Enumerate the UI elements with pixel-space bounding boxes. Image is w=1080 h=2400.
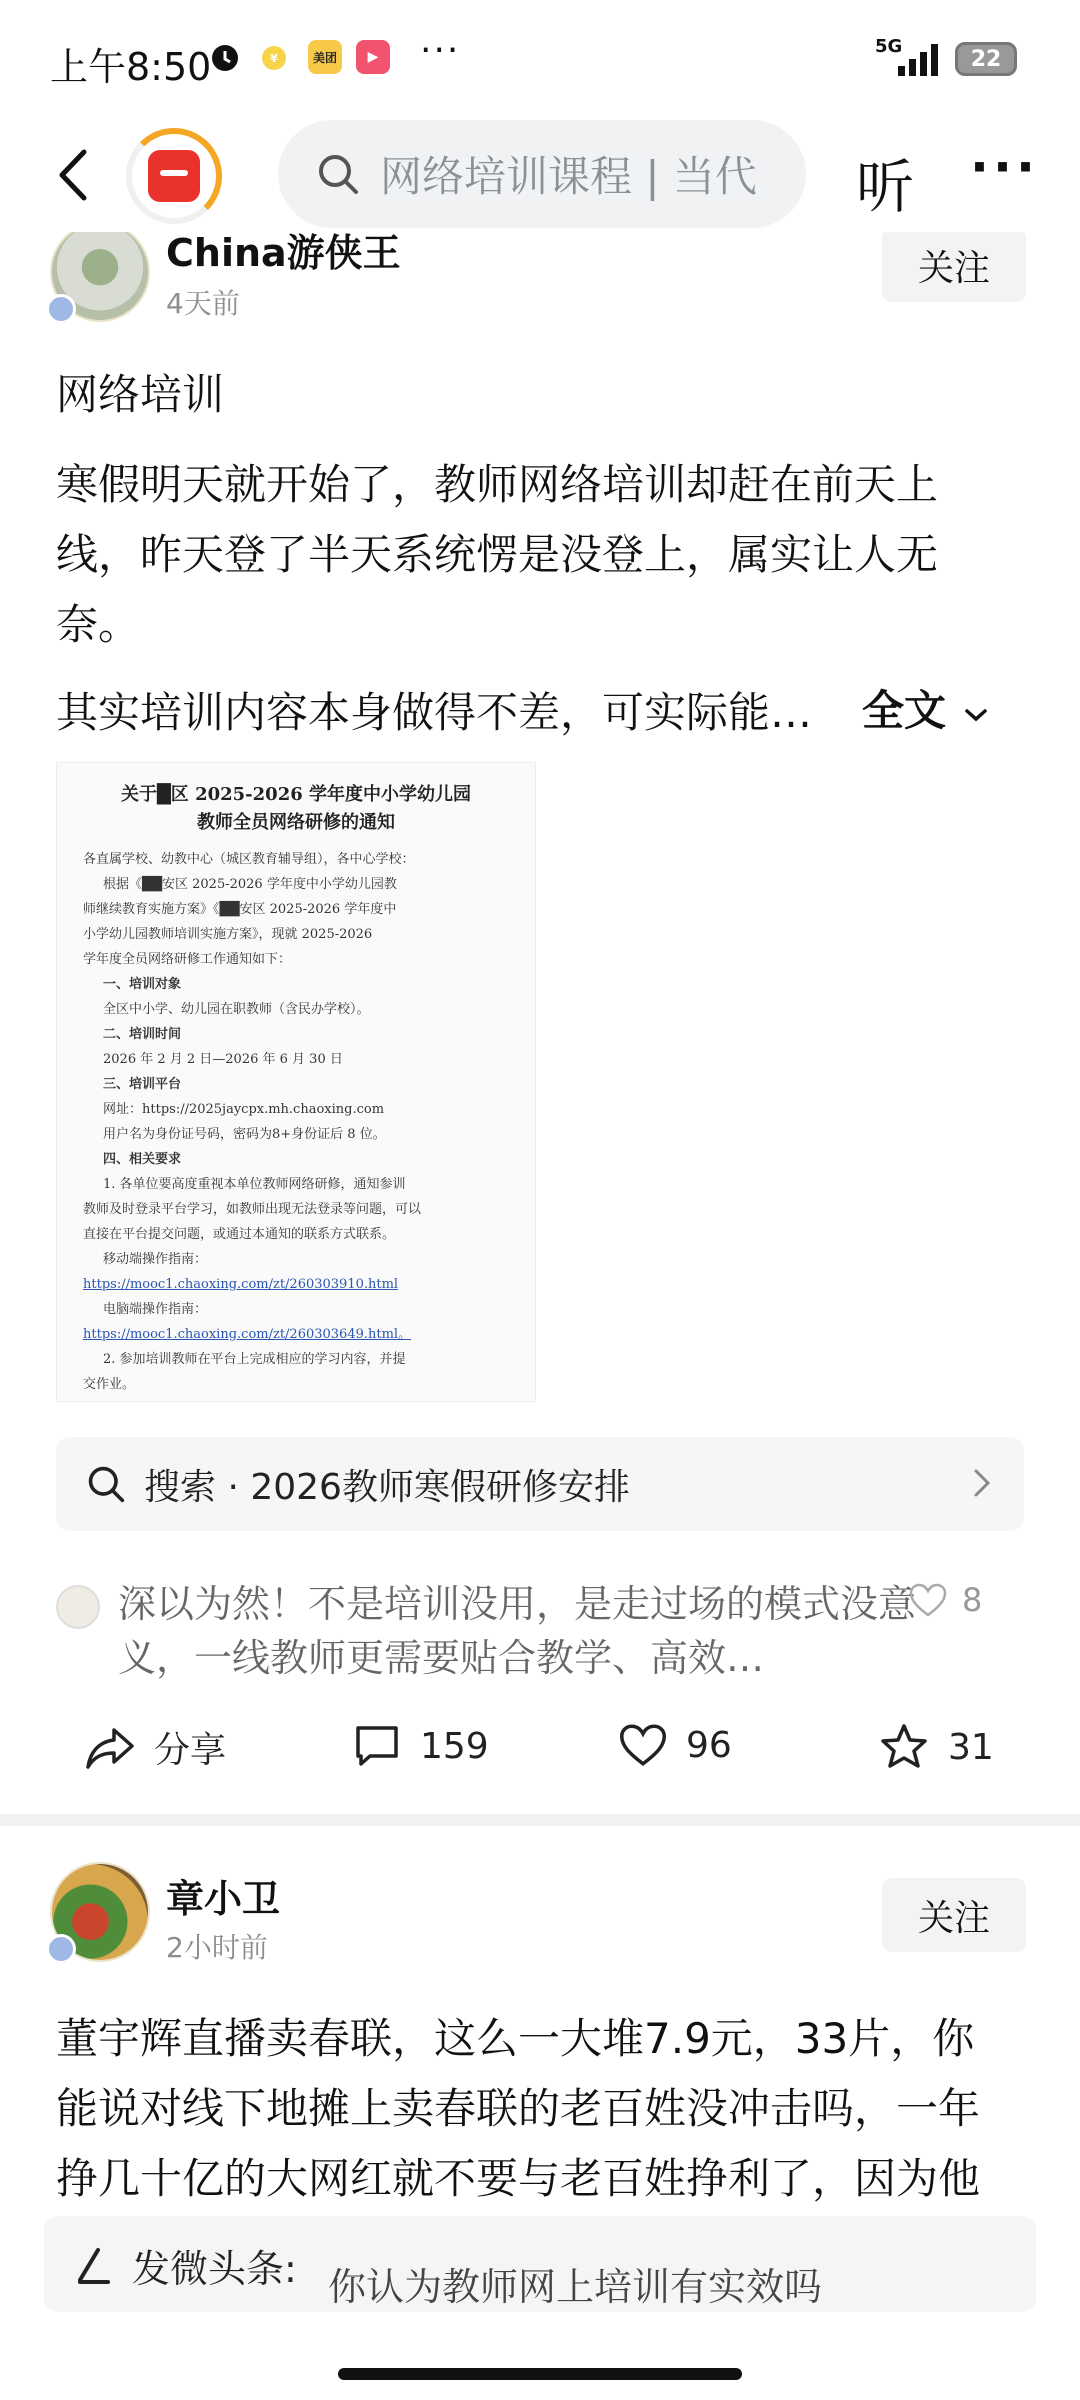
battery-level: 22 [970,46,1002,72]
doc-line: 教师及时登录平台学习，如教师出现无法登录等问题，可以 [83,1202,422,1217]
star-icon [878,1722,930,1772]
doc-line: 网址：https://2025jaycpx.mh.chaoxing.com [103,1102,385,1117]
fulltext-label: 全文 [862,686,947,735]
doc-title: 关于█区 2025-2026 学年度中小学幼儿园 [120,784,472,805]
doc-line: 直接在平台提交问题，或通过本通知的联系方式联系。 [83,1227,396,1242]
red-packet-icon [148,150,200,202]
like-count: 96 [686,1724,732,1766]
doc-line: 学年度全员网络研修工作通知如下： [83,952,292,967]
doc-line: 1. 各单位要高度重视本单位教师网络研修，通知参训 [103,1177,406,1192]
doc-line: 2026 年 2 月 2 日—2026 年 6 月 30 日 [103,1052,343,1067]
post-time: 4天前 [166,287,240,320]
alarm-icon [208,40,242,74]
expand-fulltext-button[interactable] [862,678,991,738]
comment-text: 深以为然！不是培训没用，是走过场的模式没意义，一线教师更需要贴合教学、高效… [118,1582,917,1680]
more-button[interactable]: ··· [970,138,1039,196]
meituan-icon: 美团 [308,40,342,74]
verified-badge-icon [46,294,76,324]
feed-post [0,232,1080,1812]
search-icon [316,152,360,196]
commenter-avatar [56,1585,100,1629]
doc-line: 四、相关要求 [103,1152,182,1167]
doc-line: 移动端操作指南： [103,1252,208,1267]
doc-line: 全区中小学、幼儿园在职教师（含民办学校）。 [103,1002,370,1017]
doc-line: 电脑端操作指南： [103,1302,208,1317]
chevron-down-icon [961,705,991,725]
search-placeholder: 网络培训课程 | 当代 [380,152,757,201]
comment-icon [352,1722,402,1770]
comment-button[interactable] [352,1722,489,1770]
doc-line: 2. 参加培训教师在平台上完成相应的学习内容，并提 [103,1352,406,1367]
post-image-document[interactable] [56,762,536,1402]
battery-icon [955,42,1017,76]
feed-divider [0,1814,1080,1826]
pen-icon [72,2244,116,2288]
back-arrow-icon [40,140,110,210]
verified-badge-icon [46,1934,76,1964]
post-time: 2小时前 [166,1931,268,1964]
comment-count: 159 [420,1725,489,1767]
like-button[interactable] [618,1722,732,1768]
top-comment[interactable] [56,1577,1024,1687]
compose-hint: 你认为教师网上培训有实效吗 [328,2265,823,2309]
doc-line: 用户名为身份证号码，密码为8+身份证后 8 位。 [103,1127,386,1142]
share-button[interactable] [84,1722,226,1773]
related-search-text: 搜索 · 2026教师寒假研修安排 [144,1466,630,1508]
post-title: 网络培训 [56,370,225,419]
doc-line: 一、培训对象 [103,977,182,992]
status-time: 上午8:50 [50,45,212,89]
doc-line: 师继续教育实施方案》《██安区 2025-2026 学年度中 [83,902,397,917]
comment-like-count: 8 [962,1581,983,1619]
post-actions [0,1722,1080,1798]
search-bar[interactable] [278,120,806,228]
doc-link: https://mooc1.chaoxing.com/zt/260303649.html。 [83,1327,412,1342]
post-paragraph-truncated: 其实培训内容本身做得不差，可实际能… [56,688,813,737]
doc-line: 三、培训平台 [103,1077,182,1092]
share-label: 分享 [154,1730,227,1771]
home-indicator[interactable] [338,2368,742,2380]
related-search-link[interactable] [56,1437,1024,1531]
doc-link: https://mooc1.chaoxing.com/zt/260303910.html [83,1277,399,1292]
app-logo-button[interactable] [126,128,222,224]
chevron-right-icon [970,1465,994,1501]
top-nav [0,120,1080,232]
post-paragraph: 寒假明天就开始了，教师网络培训却赶在前天上线，昨天登了半天系统愣是没登上，属实让人无奈。 [56,460,939,649]
heart-icon [618,1722,668,1768]
share-icon [84,1724,136,1772]
video-app-icon: ▶ [356,40,390,74]
signal-icon [898,44,940,80]
back-button[interactable] [40,140,110,210]
post-username[interactable]: 章小卫 [166,1877,281,1921]
comment-like-button[interactable] [908,1581,982,1619]
doc-title: 教师全员网络研修的通知 [197,812,395,833]
network-label: 5G [875,36,903,57]
doc-line: 各直属学校、幼教中心（城区教育辅导组），各中心学校： [83,852,415,867]
follow-button[interactable]: 关注 [882,1878,1026,1952]
post-username[interactable]: China游侠王 [166,232,401,275]
doc-line: 小学幼儿园教师培训实施方案》，现就 2025-2026 [83,927,373,942]
cashback-icon: ¥ [262,46,286,70]
status-bar [0,0,1080,120]
heart-icon [908,1582,948,1618]
compose-label: 发微头条: [132,2247,297,2291]
search-icon [86,1464,126,1504]
doc-line: 根据《██安区 2025-2026 学年度中小学幼儿园教 [103,877,397,892]
post-paragraph: 董宇辉直播卖春联，这么一大堆7.9元，33片，你能说对线下地摊上卖春联的老百姓没冲击吗，一年挣几十亿的大网红就不要与老百姓挣利了，因为他 [56,2014,981,2203]
status-more-icon: ··· [420,30,461,71]
doc-line: 交作业。 [83,1377,136,1392]
compose-bar[interactable] [44,2216,1036,2312]
doc-line: 二、培训时间 [103,1027,182,1042]
follow-button[interactable]: 关注 [882,232,1026,302]
favorite-button[interactable] [878,1722,994,1772]
favorite-count: 31 [948,1726,994,1768]
listen-button[interactable]: 听 [856,153,915,221]
